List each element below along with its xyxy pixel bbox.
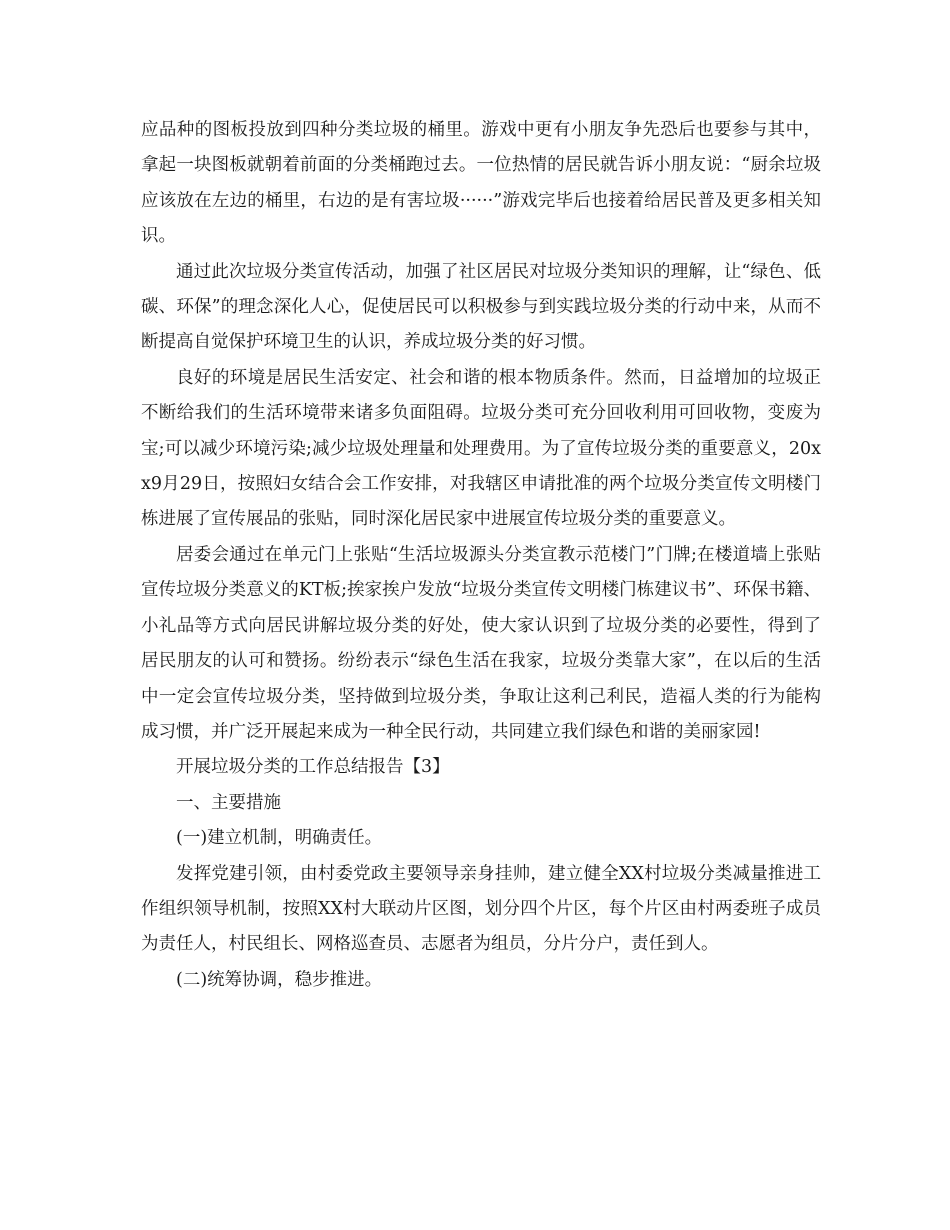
paragraph-party-leadership: 发挥党建引领，由村委党政主要领导亲身挂帅，建立健全XX村垃圾分类减量推进工作组织领导机制，按照XX村大联动片区图，划分四个片区，每个片区由村两委班子成员为责任人，村民组长、网格巡查员、志愿者为组员，分片分户，责任到人。 (141, 863, 821, 955)
subheading-mechanism: (一)建立机制，明确责任。 (176, 828, 383, 849)
paragraph-residents-committee: 居委会通过在单元门上张贴“生活垃圾源头分类宣教示范楼门”门牌;在楼道墙上张贴宣传垃圾分类意义的KT板;挨家挨户发放“垃圾分类宣传文明楼门栋建议书”、环保书籍、小礼品等方式向居民讲解垃圾分类的好处，使大家认识到了垃圾分类的必要性，得到了居民朋友的认可和赞扬。纷纷表示“绿色生活在我家，垃圾分类靠大家”，在以后的生活中一定会宣传垃圾分类，坚持做到垃圾分类，争取让这利己利民，造福人类的行为能构成习惯，并广泛开展起来成为一种全民行动，共同建立我们绿色和谐的美丽家园! (141, 544, 821, 742)
paragraph-environment-importance: 良好的环境是居民生活安定、社会和谐的根本物质条件。然而，日益增加的垃圾正不断给我们的生活环境带来诸多负面阻碍。垃圾分类可充分回收利用可回收物，变废为宝;可以减少环境污染;减少垃圾处理量和处理费用。为了宣传垃圾分类的重要意义，20xx9月29日，按照妇女结合会工作安排，对我辖区申请批准的两个垃圾分类宣传文明楼门栋进展了宣传展品的张贴，同时深化居民家中进展宣传垃圾分类的重要意义。 (141, 367, 821, 530)
section-title-report-3: 开展垃圾分类的工作总结报告【3】 (176, 757, 450, 778)
heading-main-measures: 一、主要措施 (176, 792, 281, 813)
document-body (141, 113, 821, 998)
subheading-coordination: (二)统筹协调，稳步推进。 (176, 969, 383, 990)
paragraph-campaign-effect: 通过此次垃圾分类宣传活动，加强了社区居民对垃圾分类知识的理解，让“绿色、低碳、环保”的理念深化人心，促使居民可以积极参与到实践垃圾分类的行动中来，从而不断提高自觉保护环境卫生的认识，养成垃圾分类的好习惯。 (141, 261, 821, 353)
paragraph-continuation: 应品种的图板投放到四种分类垃圾的桶里。游戏中更有小朋友争先恐后也要参与其中，拿起一块图板就朝着前面的分类桶跑过去。一位热情的居民就告诉小朋友说：“厨余垃圾应该放在左边的桶里，右边的是有害垃圾······”游戏完毕后也接着给居民普及更多相关知识。 (141, 120, 821, 247)
